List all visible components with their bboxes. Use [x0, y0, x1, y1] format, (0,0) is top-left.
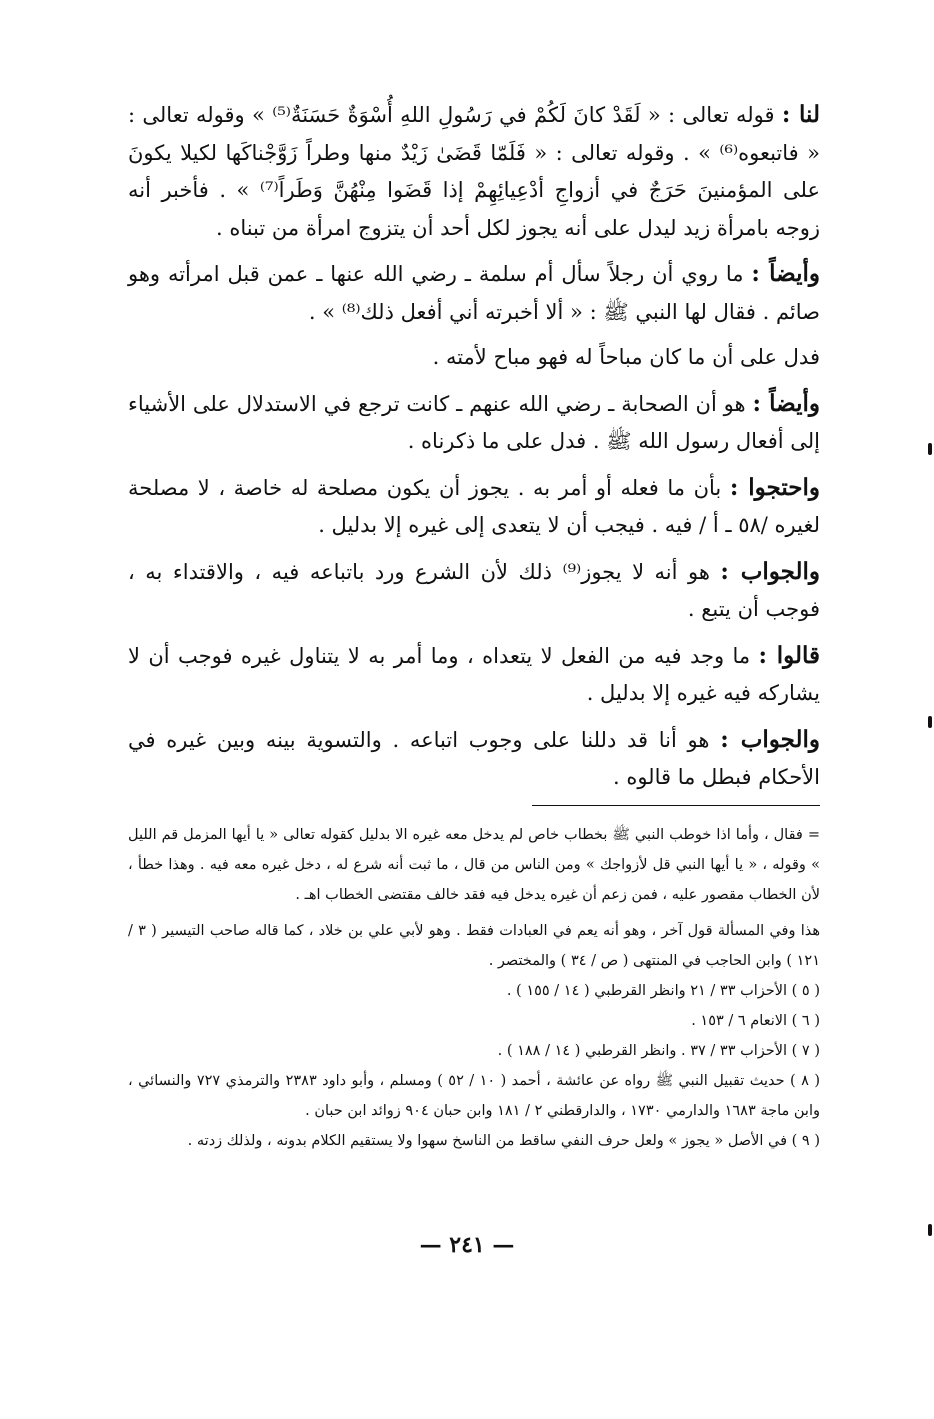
footnote-separator: [532, 805, 820, 806]
footnote-5: ( ٥ ) الأحزاب ٣٣ / ٢١ وانظر القرطبي ( ١٤ / ١٥٥ ) .: [506, 982, 820, 999]
paragraph-text: هو أنا قد دللنا على وجوب اتباعه . والتسوية بينه وبين غيره في الأحكام فبطل ما قالوه .: [128, 727, 820, 789]
paragraph-5: [128, 553, 820, 629]
footnote-extra: هذا وفي المسألة قول آخر ، وهو أنه يعم في العبادات فقط . وهو لأبي علي بن خلاد ، كما قاله صاحب التيسير ( ٣ / ١٢١ ) وابن الحاجب في المنتهى ( ص / ٣٤ ) والمختصر .: [128, 922, 820, 969]
paragraph-text: ما روي أن رجلاً سأل أم سلمة ـ رضي الله عنها ـ عمن قبل امرأته وهو صائم . فقال لها النبي ﷺ : « ألا أخبرته أني أفعل ذلك⁽⁸⁾ » .: [128, 262, 820, 324]
paragraph-keyword: والجواب :: [720, 557, 820, 585]
paragraph-text: بأن ما فعله أو أمر به . يجوز أن يكون مصلحة له خاصة ، لا مصلحة لغيره /٥٨ ـ أ / فيه . فيجب أن لا يتعدى إلى غيره إلا بدليل .: [128, 475, 820, 537]
paragraph-keyword: وأيضاً :: [752, 389, 820, 417]
footnote-continuation: = فقال ، وأما اذا خوطب النبي ﷺ بخطاب خاص لم يدخل معه غيره الا بدليل كقوله تعالى « يا أيها المزمل قم الليل » وقوله ، « يا أيها النبي قل لأزواجك » ومن الناس من قال ، ما ثبت أنه شرع له ، دخل غيره معه فيه . وهذا خطأ ، لأن الخطاب مقصور عليه ، فمن زعم أن غيره يدخل فيه فقد خالف مقتضى الخطاب اهـ .: [128, 826, 820, 903]
page-number: — ٢٤١ —: [419, 1232, 515, 1258]
paragraph-text: ما وجد فيه من الفعل لا يتعداه ، وما أمر به لا يتناول غيره فوجب أن لا يشاركه فيه غيره إلا بدليل .: [128, 643, 820, 705]
paragraph-keyword: لنا :: [781, 101, 820, 128]
page-content: [128, 96, 820, 1156]
paragraph-6: [128, 637, 820, 713]
footnote-8: ( ٨ ) حديث تقبيل النبي ﷺ رواه عن عائشة ، أحمد ( ١٠ / ٥٢ ) ومسلم ، وأبو داود ٢٣٨٣ والترمذي ٧٢٧ والنسائي ، وابن ماجة ١٦٨٣ والدارمي ١٧٣٠ ، والدارقطني ٢ / ١٨١ وابن حبان ٩٠٤ زوائد ابن حبان .: [128, 1072, 820, 1119]
paragraph-2: [128, 255, 820, 331]
paragraph-text: هو أنه لا يجوز⁽⁹⁾ ذلك لأن الشرع ورد باتباعه فيه ، والاقتداء به ، فوجب أن يتبع .: [128, 559, 820, 621]
footnote-6: ( ٦ ) الانعام ٦ / ١٥٣ .: [691, 1012, 820, 1029]
paragraph-2b: فدل على أن ما كان مباحاً له فهو مباح لأمته .: [432, 345, 820, 369]
paragraph-keyword: قالوا :: [758, 641, 820, 669]
main-text: [128, 96, 820, 797]
paragraph-keyword: واحتجوا :: [729, 473, 820, 501]
footnote-7: ( ٧ ) الأحزاب ٣٣ / ٣٧ . وانظر القرطبي ( ١٤ / ١٨٨ ) .: [497, 1042, 820, 1059]
paragraph-7: [128, 721, 820, 797]
margin-mark: [928, 1224, 932, 1236]
margin-mark: [928, 716, 932, 728]
paragraph-text: قوله تعالى : « لَقَدْ كانَ لَكُمْ في رَسُولِ اللهِ أُسْوَةٌ حَسَنَةٌ⁽⁵⁾ » وقوله تعالى : « فاتبعوه⁽⁶⁾ » . وقوله تعالى : « فَلَمّا قَضَىٰ زَيْدٌ منها وطراً زَوَّجْناكَها لكيلا يكونَ على المؤمنينَ حَرَجٌ في أزواجِ أدْعِيائِهِمْ إذا قَضَوا مِنْهُنَّ وَطَراً⁽⁷⁾ » . فأخبر أنه زوجه بامرأة زيد ليدل على أنه يجوز لكل أحد أن يتزوج امرأة من تبناه .: [128, 103, 820, 240]
footnote-9: ( ٩ ) في الأصل « يجوز » ولعل حرف النفي ساقط من الناسخ سهوا ولا يستقيم الكلام بدونه ، ولذلك زدته .: [187, 1132, 820, 1149]
paragraph-text: هو أن الصحابة ـ رضي الله عنهم ـ كانت ترجع في الاستدلال على الأشياء إلى أفعال رسول الله ﷺ . فدل على ما ذكرناه .: [128, 391, 820, 453]
footnotes: [128, 820, 820, 1156]
paragraph-4: [128, 469, 820, 545]
margin-mark: [928, 443, 932, 455]
paragraph-3: [128, 385, 820, 461]
paragraph-keyword: والجواب :: [720, 725, 820, 753]
paragraph-1: [128, 96, 820, 247]
paragraph-keyword: وأيضاً :: [751, 260, 820, 287]
